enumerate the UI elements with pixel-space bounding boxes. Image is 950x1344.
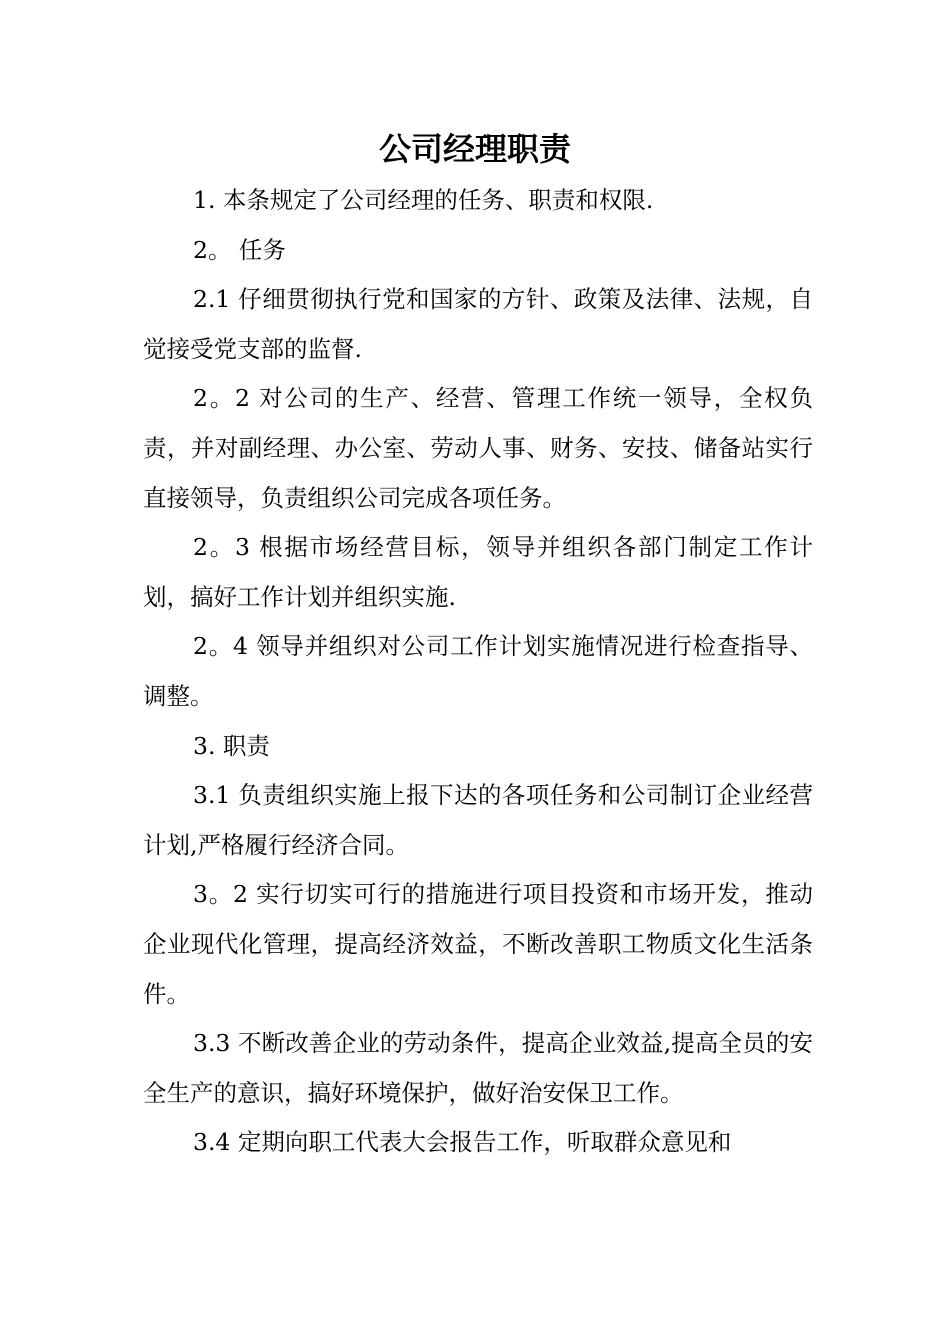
paragraph-2-4: 2。4 领导并组织对公司工作计划实施情况进行检查指导、调整。 <box>143 632 813 710</box>
document-title: 公司经理职责 <box>378 130 571 168</box>
paragraph-2-1: 2.1 仔细贯彻执行党和国家的方针、政策及法律、法规，自觉接受党支部的监督. <box>143 285 813 363</box>
paragraph-2: 2。 任务 <box>193 235 286 264</box>
document-body <box>143 176 813 1168</box>
paragraph-2-3: 2。3 根据市场经营目标，领导并组织各部门制定工作计划，搞好工作计划并组织实施. <box>143 533 813 611</box>
paragraph-3-1: 3.1 负责组织实施上报下达的各项任务和公司制订企业经营计划,严格履行经济合同。 <box>143 781 813 859</box>
paragraph-3: 3. 职责 <box>193 731 270 760</box>
paragraph-3-2: 3。2 实行切实可行的措施进行项目投资和市场开发，推动企业现代化管理，提高经济效益，不断改善职工物质文化生活条件。 <box>143 880 813 1008</box>
paragraph-3-3: 3.3 不断改善企业的劳动条件，提高企业效益,提高全员的安全生产的意识，搞好环境保护，做好治安保卫工作。 <box>143 1029 813 1107</box>
paragraph-3-4: 3.4 定期向职工代表大会报告工作，听取群众意见和 <box>193 1128 732 1157</box>
paragraph-2-2: 2。2 对公司的生产、经营、管理工作统一领导，全权负责，并对副经理、办公室、劳动人事、财务、安技、储备站实行直接领导，负责组织公司完成各项任务。 <box>143 384 813 512</box>
paragraph-1: 1. 本条规定了公司经理的任务、职责和权限. <box>193 186 654 214</box>
